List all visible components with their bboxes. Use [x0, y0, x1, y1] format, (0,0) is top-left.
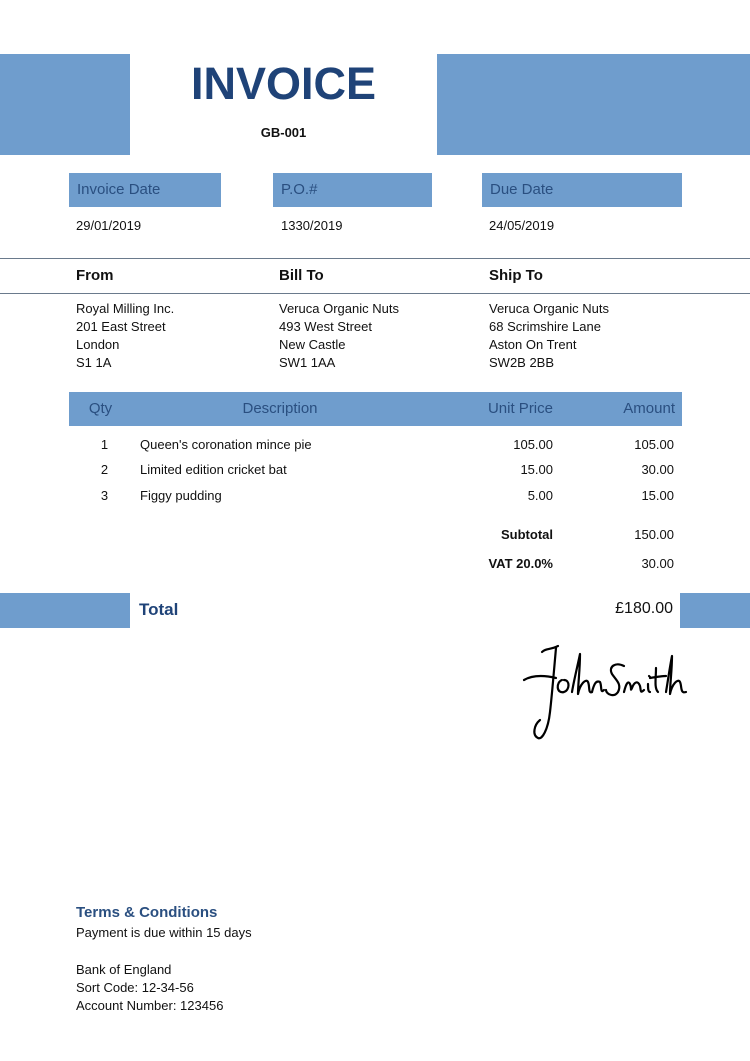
header-band-right	[437, 54, 750, 155]
bill-to-address	[279, 300, 399, 372]
invoice-number: GB-001	[260, 125, 307, 140]
address-line: 201 East Street	[76, 319, 166, 334]
divider-bottom	[0, 293, 750, 294]
description-cell: Figgy pudding	[140, 488, 222, 503]
qty-cell: 1	[100, 437, 109, 452]
unit-price-cell: 5.00	[527, 488, 553, 503]
qty-cell: 3	[100, 488, 109, 503]
terms-heading: Terms & Conditions	[76, 904, 218, 921]
signature-image	[520, 640, 690, 745]
from-address	[76, 300, 174, 372]
table-row	[0, 462, 750, 488]
description-cell: Queen's coronation mince pie	[140, 437, 312, 452]
address-line: New Castle	[279, 337, 346, 352]
address-line: SW1 1AA	[279, 355, 336, 370]
amount-cell: 30.00	[641, 462, 674, 477]
bank-details	[76, 961, 223, 1015]
account-number: Account Number: 123456	[76, 998, 224, 1013]
total-label: Total	[139, 600, 179, 619]
amount-header: Amount	[623, 400, 675, 417]
invoice-date-label: Invoice Date	[69, 173, 221, 207]
address-line: S1 1A	[76, 355, 112, 370]
ship-to-address	[489, 300, 609, 372]
bill-to-heading: Bill To	[279, 267, 324, 284]
address-line: 493 West Street	[279, 319, 372, 334]
total-band-left	[0, 593, 130, 628]
vat-value: 30.00	[641, 556, 674, 571]
description-header: Description	[242, 400, 318, 417]
address-line: Veruca Organic Nuts	[489, 301, 609, 316]
address-line: SW2B 2BB	[489, 355, 555, 370]
table-row	[0, 488, 750, 514]
address-line: Veruca Organic Nuts	[279, 301, 399, 316]
address-line: Aston On Trent	[489, 337, 577, 352]
unit-price-cell: 105.00	[513, 437, 553, 452]
due-date-value: 24/05/2019	[489, 218, 555, 233]
table-row	[0, 437, 750, 463]
unit-price-header: Unit Price	[487, 400, 553, 417]
po-value: 1330/2019	[281, 218, 343, 233]
po-label: P.O.#	[273, 173, 432, 207]
unit-price-cell: 15.00	[520, 462, 553, 477]
divider-top	[0, 258, 750, 259]
address-line: London	[76, 337, 120, 352]
total-value: £180.00	[615, 600, 673, 617]
sort-code: Sort Code: 12-34-56	[76, 980, 194, 995]
invoice-date-value: 29/01/2019	[76, 218, 142, 233]
subtotal-label: Subtotal	[501, 527, 553, 542]
qty-header: Qty	[88, 400, 113, 417]
amount-cell: 15.00	[641, 488, 674, 503]
total-band-right	[680, 593, 750, 628]
invoice-title: INVOICE	[190, 58, 377, 109]
due-date-label: Due Date	[482, 173, 682, 207]
subtotal-value: 150.00	[634, 527, 674, 542]
amount-cell: 105.00	[634, 437, 674, 452]
address-line: 68 Scrimshire Lane	[489, 319, 601, 334]
description-cell: Limited edition cricket bat	[140, 462, 287, 477]
vat-label: VAT 20.0%	[488, 556, 553, 571]
address-line: Royal Milling Inc.	[76, 301, 175, 316]
ship-to-heading: Ship To	[489, 267, 543, 284]
terms-note: Payment is due within 15 days	[76, 925, 252, 940]
header-band-left	[0, 54, 130, 155]
from-heading: From	[76, 267, 114, 284]
bank-name: Bank of England	[76, 962, 172, 977]
qty-cell: 2	[100, 462, 109, 477]
